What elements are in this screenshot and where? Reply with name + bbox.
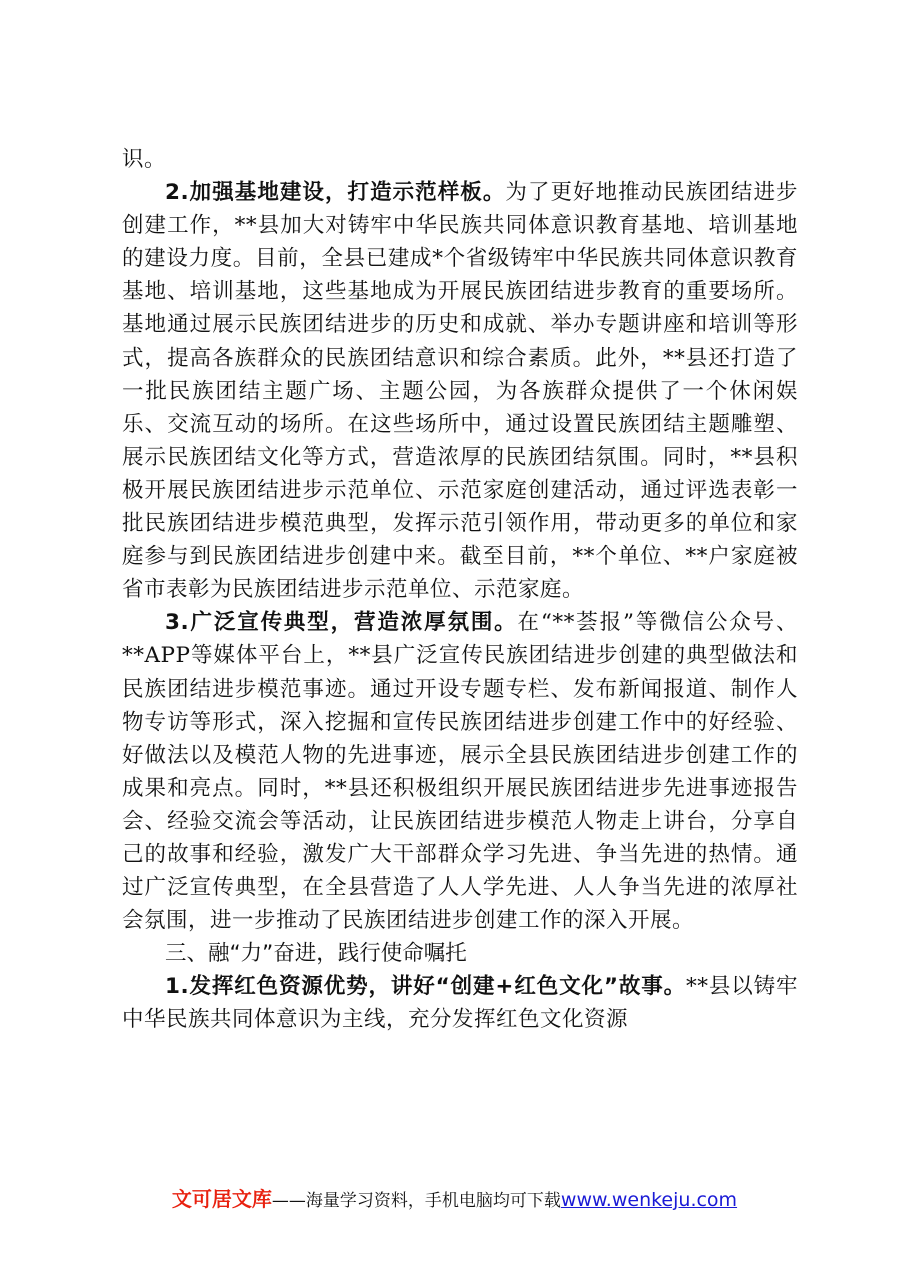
footer-banner	[0, 1183, 909, 1212]
paragraph-item-1	[122, 970, 798, 1036]
paragraph-item-2	[122, 176, 798, 606]
paragraph-text: **县以铸牢中华民族共同体意识为主线，充分发挥红色文化资源	[122, 974, 798, 1033]
section-heading: 三、融“力”奋进，践行使命嘱托	[165, 941, 467, 967]
paragraph-lead: 1.发挥红色资源优势，讲好“创建+红色文化”故事。	[165, 974, 686, 1000]
paragraph-text: 识。	[122, 147, 167, 172]
paragraph-text: 为了更好地推动民族团结进步创建工作，**县加大对铸牢中华民族共同体意识教育基地、培训基地的建设力度。目前，全县已建成*个省级铸牢中华民族共同体意识教育基地、培训基地，这些基地成为开展民族团结进步教育的重要场所。基地通过展示民族团结进步的历史和成就、举办专题讲座和培训等形式，提高各族群众的民族团结意识和综合素质。此外，**县还打造了一批民族团结主题广场、主题公园，为各族群众提供了一个休闲娱乐、交流互动的场所。在这些场所中，通过设置民族团结主题雕塑、展示民族团结文化等方式，营造浓厚的民族团结氛围。同时，**县积极开展民族团结进步示范单位、示范家庭创建活动，通过评选表彰一批民族团结进步模范典型，发挥示范引领作用，带动更多的单位和家庭参与到民族团结进步创建中来。截至目前，**个单位、**户家庭被省市表彰为民族团结进步示范单位、示范家庭。	[122, 180, 798, 603]
paragraph-lead: 3.广泛宣传典型，营造浓厚氛围。	[165, 610, 518, 636]
footer-brand: 文可居文库	[171, 1187, 272, 1211]
footer-tagline: ——海量学习资料，手机电脑均可下载	[271, 1191, 561, 1211]
document-body	[122, 143, 798, 1037]
paragraph-item-3	[122, 606, 798, 937]
paragraph-lead: 2.加强基地建设，打造示范样板。	[165, 180, 506, 206]
footer-link[interactable]: www.wenkeju.com	[560, 1189, 738, 1211]
paragraph-continuation	[122, 143, 798, 176]
paragraph-text: 在“**荟报”等微信公众号、**APP等媒体平台上，**县广泛宣传民族团结进步创建的典型做法和民族团结进步模范事迹。通过开设专题专栏、发布新闻报道、制作人物专访等形式，深入挖掘和宣传民族团结进步创建工作中的好经验、好做法以及模范人物的先进事迹，展示全县民族团结进步创建工作的成果和亮点。同时，**县还积极组织开展民族团结进步先进事迹报告会、经验交流会等活动，让民族团结进步模范人物走上讲台，分享自己的故事和经验，激发广大干部群众学习先进、争当先进的热情。通过广泛宣传典型，在全县营造了人人学先进、人人争当先进的浓厚社会氛围，进一步推动了民族团结进步创建工作的深入开展。	[122, 610, 798, 934]
